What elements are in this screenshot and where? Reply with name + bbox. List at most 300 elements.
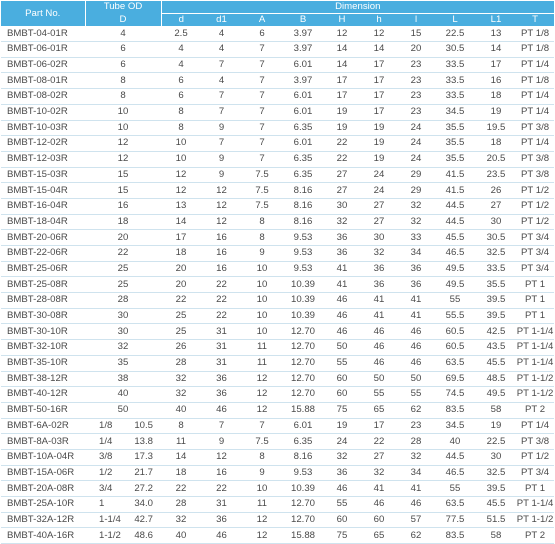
cell-l-upper: 30.5	[434, 42, 476, 58]
cell-l1: 45.5	[476, 355, 516, 371]
cell-t: PT 1-1/4	[516, 324, 554, 340]
cell-h-lower: 65	[360, 528, 398, 544]
cell-h-lower: 36	[360, 261, 398, 277]
cell-l1: 30.5	[476, 230, 516, 246]
cell-d: 14	[161, 214, 201, 230]
table-row	[1, 371, 554, 387]
cell-l1: 20.5	[476, 151, 516, 167]
cell-h-lower: 24	[360, 167, 398, 183]
header-part-no: Part No.	[1, 1, 85, 26]
cell-part-no: BMBT-28-08R	[1, 293, 85, 309]
cell-h-lower: 27	[360, 449, 398, 465]
cell-part-no: BMBT-50-16R	[1, 402, 85, 418]
cell-part-no: BMBT-40-12R	[1, 387, 85, 403]
cell-od-mm: 17.3	[119, 449, 161, 465]
cell-l-upper: 83.5	[434, 528, 476, 544]
cell-t: PT 1/8	[516, 73, 554, 89]
cell-part-no: BMBT-32-10R	[1, 340, 85, 356]
cell-h-upper: 46	[324, 481, 360, 497]
cell-a: 12	[242, 371, 282, 387]
cell-l-upper: 22.5	[434, 26, 476, 41]
cell-part-no: BMBT-06-01R	[1, 42, 85, 58]
cell-t: PT 3/4	[516, 465, 554, 481]
cell-l-upper: 44.5	[434, 214, 476, 230]
cell-l-upper: 44.5	[434, 449, 476, 465]
cell-od-mm: 22	[85, 246, 161, 262]
cell-od-mm: 15	[85, 167, 161, 183]
cell-od-inch: 1-1/4	[85, 512, 119, 528]
cell-d1: 12	[201, 214, 242, 230]
cell-t: PT 2	[516, 402, 554, 418]
cell-l-lower: 41	[398, 293, 434, 309]
cell-d1: 16	[201, 465, 242, 481]
cell-b: 12.70	[282, 324, 324, 340]
cell-b: 9.53	[282, 230, 324, 246]
cell-l1: 45.5	[476, 497, 516, 513]
cell-d: 6	[161, 73, 201, 89]
cell-h-lower: 65	[360, 402, 398, 418]
cell-d1: 12	[201, 198, 242, 214]
cell-l-upper: 63.5	[434, 497, 476, 513]
cell-h-lower: 17	[360, 104, 398, 120]
cell-a: 11	[242, 340, 282, 356]
cell-a: 7.5	[242, 167, 282, 183]
table-row	[1, 120, 554, 136]
cell-od-inch: 1/4	[85, 434, 119, 450]
cell-part-no: BMBT-25A-10R	[1, 497, 85, 513]
cell-a: 11	[242, 355, 282, 371]
cell-b: 12.70	[282, 371, 324, 387]
cell-h-lower: 55	[360, 387, 398, 403]
table-row	[1, 497, 554, 513]
cell-l-lower: 24	[398, 136, 434, 152]
cell-h-upper: 17	[324, 89, 360, 105]
cell-od-mm: 8	[85, 73, 161, 89]
cell-h-upper: 50	[324, 340, 360, 356]
cell-a: 12	[242, 528, 282, 544]
cell-l1: 17	[476, 57, 516, 73]
cell-l1: 33.5	[476, 261, 516, 277]
cell-l1: 19	[476, 418, 516, 434]
cell-d1: 46	[201, 528, 242, 544]
cell-l1: 35.5	[476, 277, 516, 293]
cell-part-no: BMBT-15A-06R	[1, 465, 85, 481]
cell-l1: 22.5	[476, 434, 516, 450]
cell-d: 4	[161, 57, 201, 73]
cell-d: 8	[161, 104, 201, 120]
cell-l-upper: 33.5	[434, 73, 476, 89]
cell-h-upper: 36	[324, 465, 360, 481]
cell-l-lower: 15	[398, 26, 434, 41]
cell-od-inch: 3/4	[85, 481, 119, 497]
cell-h-lower: 22	[360, 434, 398, 450]
cell-t: PT 1/2	[516, 198, 554, 214]
cell-t: PT 1/4	[516, 418, 554, 434]
table-row	[1, 167, 554, 183]
cell-l-lower: 23	[398, 57, 434, 73]
cell-l1: 39.5	[476, 481, 516, 497]
cell-h-lower: 41	[360, 293, 398, 309]
cell-od-mm: 20	[85, 230, 161, 246]
table-row	[1, 340, 554, 356]
cell-od-mm: 50	[85, 402, 161, 418]
cell-h-lower: 19	[360, 136, 398, 152]
cell-t: PT 1/4	[516, 89, 554, 105]
cell-a: 7	[242, 136, 282, 152]
cell-b: 12.70	[282, 340, 324, 356]
cell-a: 7	[242, 418, 282, 434]
cell-od-mm: 30	[85, 308, 161, 324]
cell-l-lower: 32	[398, 214, 434, 230]
cell-h-upper: 75	[324, 528, 360, 544]
table-row	[1, 465, 554, 481]
cell-od-mm: 30	[85, 324, 161, 340]
cell-d1: 31	[201, 340, 242, 356]
cell-a: 7.5	[242, 434, 282, 450]
cell-d1: 22	[201, 277, 242, 293]
cell-h-lower: 17	[360, 73, 398, 89]
cell-h-upper: 55	[324, 355, 360, 371]
cell-l-lower: 46	[398, 497, 434, 513]
cell-a: 10	[242, 261, 282, 277]
cell-d1: 7	[201, 136, 242, 152]
cell-b: 8.16	[282, 449, 324, 465]
table-row	[1, 246, 554, 262]
cell-l1: 58	[476, 528, 516, 544]
cell-part-no: BMBT-16-04R	[1, 198, 85, 214]
cell-a: 12	[242, 402, 282, 418]
cell-d1: 12	[201, 183, 242, 199]
cell-part-no: BMBT-6A-02R	[1, 418, 85, 434]
cell-d: 14	[161, 449, 201, 465]
cell-d1: 22	[201, 308, 242, 324]
cell-l-lower: 23	[398, 89, 434, 105]
cell-l-lower: 23	[398, 104, 434, 120]
cell-d1: 7	[201, 89, 242, 105]
cell-h-lower: 19	[360, 120, 398, 136]
cell-d1: 7	[201, 418, 242, 434]
cell-h-lower: 41	[360, 481, 398, 497]
cell-h-upper: 60	[324, 371, 360, 387]
cell-d: 32	[161, 512, 201, 528]
cell-b: 8.16	[282, 214, 324, 230]
cell-l-upper: 33.5	[434, 57, 476, 73]
cell-a: 10	[242, 293, 282, 309]
header-dimension: Dimension	[161, 1, 554, 14]
cell-l1: 58	[476, 402, 516, 418]
cell-od-mm: 6	[85, 57, 161, 73]
table-row	[1, 434, 554, 450]
cell-h-lower: 27	[360, 198, 398, 214]
cell-t: PT 3/8	[516, 167, 554, 183]
cell-l-lower: 24	[398, 151, 434, 167]
table-row	[1, 277, 554, 293]
cell-a: 7	[242, 73, 282, 89]
table-row	[1, 293, 554, 309]
cell-l1: 19.5	[476, 120, 516, 136]
cell-b: 6.01	[282, 89, 324, 105]
cell-h-upper: 14	[324, 42, 360, 58]
table-row	[1, 230, 554, 246]
cell-d: 20	[161, 277, 201, 293]
cell-h-lower: 30	[360, 230, 398, 246]
cell-od-mm: 10	[85, 104, 161, 120]
cell-l-lower: 34	[398, 465, 434, 481]
table-header	[1, 1, 554, 26]
cell-a: 7	[242, 89, 282, 105]
cell-b: 6.35	[282, 151, 324, 167]
cell-t: PT 1/4	[516, 57, 554, 73]
table-row	[1, 324, 554, 340]
header-col-l-lower: l	[398, 14, 434, 27]
cell-h-upper: 46	[324, 293, 360, 309]
cell-b: 6.01	[282, 418, 324, 434]
table-row	[1, 355, 554, 371]
cell-h-upper: 41	[324, 277, 360, 293]
cell-part-no: BMBT-08-02R	[1, 89, 85, 105]
cell-a: 10	[242, 481, 282, 497]
cell-l-lower: 57	[398, 512, 434, 528]
cell-d1: 9	[201, 120, 242, 136]
cell-l1: 51.5	[476, 512, 516, 528]
cell-l-upper: 41.5	[434, 167, 476, 183]
header-col-l1: L1	[476, 14, 516, 27]
cell-d1: 7	[201, 104, 242, 120]
cell-b: 6.01	[282, 104, 324, 120]
table-row	[1, 42, 554, 58]
cell-l-upper: 83.5	[434, 402, 476, 418]
cell-h-upper: 24	[324, 434, 360, 450]
cell-od-inch: 1/2	[85, 465, 119, 481]
cell-h-upper: 19	[324, 120, 360, 136]
cell-l-upper: 60.5	[434, 340, 476, 356]
cell-d1: 16	[201, 246, 242, 262]
table-row	[1, 261, 554, 277]
cell-h-lower: 46	[360, 340, 398, 356]
cell-od-mm: 8	[85, 89, 161, 105]
cell-l-upper: 55	[434, 481, 476, 497]
cell-t: PT 1/8	[516, 42, 554, 58]
cell-part-no: BMBT-25-08R	[1, 277, 85, 293]
cell-part-no: BMBT-12-02R	[1, 136, 85, 152]
cell-h-upper: 46	[324, 324, 360, 340]
cell-b: 6.35	[282, 434, 324, 450]
cell-a: 6	[242, 26, 282, 41]
cell-od-mm: 4	[85, 26, 161, 41]
cell-t: PT 1/2	[516, 183, 554, 199]
cell-l-upper: 77.5	[434, 512, 476, 528]
cell-part-no: BMBT-15-03R	[1, 167, 85, 183]
cell-h-upper: 60	[324, 387, 360, 403]
cell-a: 7.5	[242, 183, 282, 199]
cell-t: PT 1/2	[516, 449, 554, 465]
cell-l-upper: 45.5	[434, 230, 476, 246]
cell-h-upper: 27	[324, 167, 360, 183]
cell-part-no: BMBT-25-06R	[1, 261, 85, 277]
dimension-table	[1, 1, 554, 544]
cell-d: 12	[161, 183, 201, 199]
cell-l-lower: 46	[398, 340, 434, 356]
cell-d1: 7	[201, 57, 242, 73]
cell-d: 22	[161, 293, 201, 309]
cell-part-no: BMBT-40A-16R	[1, 528, 85, 544]
cell-d1: 36	[201, 387, 242, 403]
cell-d1: 9	[201, 151, 242, 167]
cell-l-upper: 35.5	[434, 136, 476, 152]
cell-t: PT 3/8	[516, 434, 554, 450]
cell-a: 11	[242, 497, 282, 513]
cell-l1: 39.5	[476, 308, 516, 324]
cell-l-upper: 44.5	[434, 198, 476, 214]
cell-t: PT 1	[516, 277, 554, 293]
header-col-b: B	[282, 14, 324, 27]
cell-t: PT 1-1/2	[516, 512, 554, 528]
cell-l-lower: 62	[398, 402, 434, 418]
cell-b: 15.88	[282, 402, 324, 418]
cell-part-no: BMBT-10-03R	[1, 120, 85, 136]
table-row	[1, 418, 554, 434]
cell-d: 40	[161, 402, 201, 418]
cell-h-upper: 12	[324, 26, 360, 41]
cell-l-upper: 49.5	[434, 277, 476, 293]
cell-t: PT 1-1/4	[516, 340, 554, 356]
cell-d: 26	[161, 340, 201, 356]
cell-part-no: BMBT-30-10R	[1, 324, 85, 340]
cell-part-no: BMBT-20A-08R	[1, 481, 85, 497]
cell-h-upper: 19	[324, 104, 360, 120]
cell-a: 7	[242, 151, 282, 167]
cell-l-upper: 49.5	[434, 261, 476, 277]
cell-a: 8	[242, 230, 282, 246]
cell-h-upper: 19	[324, 418, 360, 434]
table-row	[1, 528, 554, 544]
header-col-a: A	[242, 14, 282, 27]
cell-b: 15.88	[282, 528, 324, 544]
cell-d: 6	[161, 89, 201, 105]
cell-t: PT 1-1/2	[516, 371, 554, 387]
cell-h-lower: 46	[360, 324, 398, 340]
cell-h-lower: 36	[360, 277, 398, 293]
cell-b: 8.16	[282, 198, 324, 214]
cell-l1: 19	[476, 104, 516, 120]
cell-l1: 42.5	[476, 324, 516, 340]
cell-d1: 9	[201, 167, 242, 183]
cell-a: 7	[242, 104, 282, 120]
cell-h-lower: 17	[360, 89, 398, 105]
cell-l-lower: 36	[398, 261, 434, 277]
cell-l1: 30	[476, 449, 516, 465]
cell-b: 12.70	[282, 355, 324, 371]
cell-h-lower: 32	[360, 246, 398, 262]
cell-od-mm: 40	[85, 387, 161, 403]
cell-h-lower: 24	[360, 183, 398, 199]
cell-h-lower: 19	[360, 151, 398, 167]
cell-h-upper: 46	[324, 308, 360, 324]
cell-part-no: BMBT-15-04R	[1, 183, 85, 199]
cell-l-upper: 60.5	[434, 324, 476, 340]
cell-l-lower: 23	[398, 73, 434, 89]
cell-od-mm: 28	[85, 293, 161, 309]
cell-b: 10.39	[282, 277, 324, 293]
cell-t: PT 1	[516, 308, 554, 324]
table-row	[1, 26, 554, 41]
cell-h-upper: 36	[324, 230, 360, 246]
cell-l-upper: 35.5	[434, 151, 476, 167]
cell-l-upper: 46.5	[434, 246, 476, 262]
cell-l-lower: 34	[398, 246, 434, 262]
cell-od-inch: 1/8	[85, 418, 119, 434]
cell-l-lower: 41	[398, 308, 434, 324]
cell-h-upper: 36	[324, 246, 360, 262]
cell-part-no: BMBT-10-02R	[1, 104, 85, 120]
cell-d: 18	[161, 465, 201, 481]
cell-d: 18	[161, 246, 201, 262]
cell-l1: 14	[476, 42, 516, 58]
cell-l-upper: 35.5	[434, 120, 476, 136]
cell-part-no: BMBT-30-08R	[1, 308, 85, 324]
cell-part-no: BMBT-12-03R	[1, 151, 85, 167]
cell-l-lower: 50	[398, 371, 434, 387]
cell-d: 28	[161, 497, 201, 513]
cell-a: 7	[242, 120, 282, 136]
cell-d1: 4	[201, 26, 242, 41]
cell-d1: 22	[201, 293, 242, 309]
cell-d: 28	[161, 355, 201, 371]
cell-b: 12.70	[282, 387, 324, 403]
cell-l1: 26	[476, 183, 516, 199]
cell-a: 10	[242, 277, 282, 293]
table-row	[1, 512, 554, 528]
cell-part-no: BMBT-22-06R	[1, 246, 85, 262]
cell-part-no: BMBT-35-10R	[1, 355, 85, 371]
cell-h-lower: 17	[360, 57, 398, 73]
cell-l-upper: 41.5	[434, 183, 476, 199]
cell-l1: 18	[476, 89, 516, 105]
cell-h-upper: 27	[324, 183, 360, 199]
table-row	[1, 183, 554, 199]
cell-b: 6.35	[282, 167, 324, 183]
table-row	[1, 89, 554, 105]
cell-b: 6.01	[282, 57, 324, 73]
cell-l1: 16	[476, 73, 516, 89]
header-tube-od-d: D	[85, 14, 161, 27]
cell-l-lower: 32	[398, 198, 434, 214]
cell-b: 9.53	[282, 261, 324, 277]
cell-part-no: BMBT-06-02R	[1, 57, 85, 73]
cell-d1: 16	[201, 261, 242, 277]
cell-h-lower: 27	[360, 214, 398, 230]
cell-b: 3.97	[282, 26, 324, 41]
cell-d: 13	[161, 198, 201, 214]
cell-h-upper: 22	[324, 136, 360, 152]
cell-d1: 16	[201, 230, 242, 246]
cell-h-upper: 75	[324, 402, 360, 418]
cell-t: PT 3/4	[516, 230, 554, 246]
cell-od-mm: 42.7	[119, 512, 161, 528]
cell-l1: 23.5	[476, 167, 516, 183]
cell-od-mm: 15	[85, 183, 161, 199]
header-tube-od: Tube OD	[85, 1, 161, 14]
cell-d: 8	[161, 120, 201, 136]
cell-part-no: BMBT-08-01R	[1, 73, 85, 89]
table-row	[1, 198, 554, 214]
cell-t: PT 1-1/2	[516, 387, 554, 403]
cell-b: 8.16	[282, 183, 324, 199]
header-col-d: d	[161, 14, 201, 27]
cell-h-upper: 30	[324, 198, 360, 214]
cell-od-inch: 1-1/2	[85, 528, 119, 544]
cell-l-upper: 63.5	[434, 355, 476, 371]
